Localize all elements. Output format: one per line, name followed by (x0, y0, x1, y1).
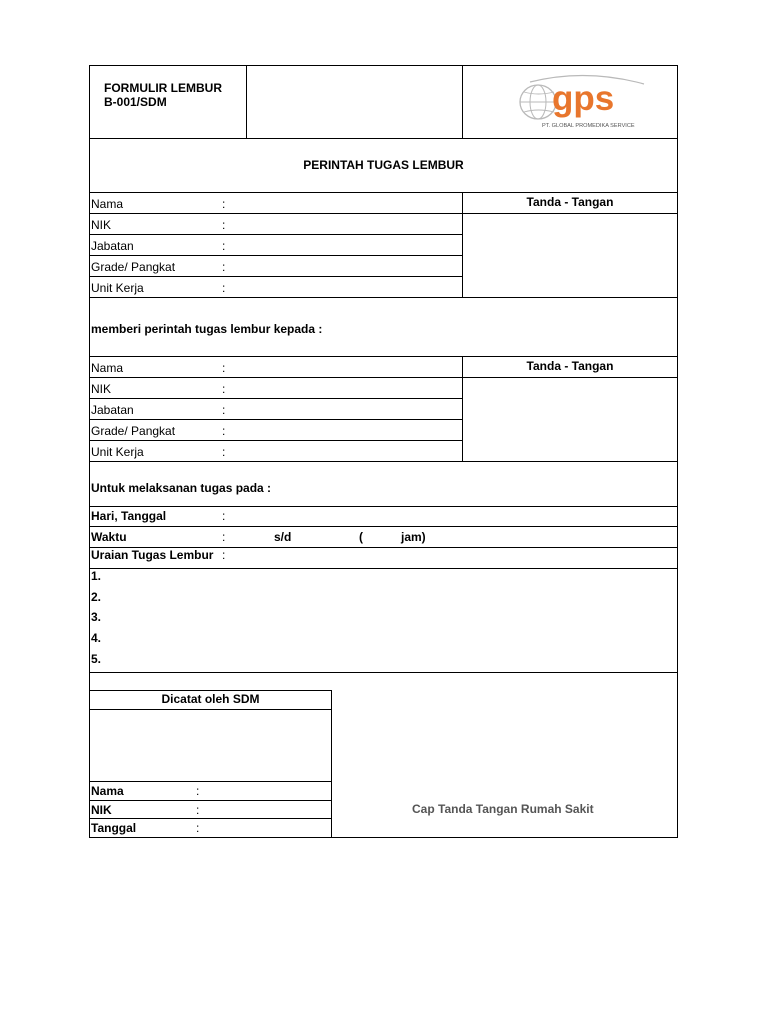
section2-row-line (89, 440, 463, 441)
task-item: 2. (91, 590, 102, 604)
section1-row-line (89, 255, 463, 256)
stamp-label: Cap Tanda Tangan Rumah Sakit (412, 802, 594, 816)
border-right (677, 65, 678, 838)
section2-top-line (89, 356, 678, 357)
label-uraian-tugas: Uraian Tugas Lembur (91, 548, 214, 562)
sdm-top-line (89, 690, 332, 691)
label-jabatan: Jabatan (91, 403, 134, 417)
border-top (89, 65, 678, 66)
label-nik: NIK (91, 218, 112, 232)
colon: : (222, 424, 226, 438)
label-unit-kerja: Unit Kerja (91, 445, 144, 459)
task-item: 4. (91, 631, 102, 645)
company-logo (516, 72, 650, 132)
header-divider-1 (246, 65, 247, 138)
colon: : (222, 509, 226, 523)
section1-bottom-line (89, 297, 678, 298)
section2-bottom-line (89, 461, 678, 462)
colon: : (196, 821, 200, 835)
sdm-label-nama: Nama (91, 784, 124, 798)
border-left (89, 65, 90, 838)
label-waktu: Waktu (91, 530, 127, 544)
hours-label: jam) (401, 530, 426, 544)
colon: : (222, 260, 226, 274)
section1-row-line (89, 213, 678, 214)
signature-label: Tanda - Tangan (526, 359, 614, 373)
signature-label: Tanda - Tangan (526, 195, 614, 209)
colon: : (196, 784, 200, 798)
schedule-row-line (89, 526, 678, 527)
form-title: FORMULIR LEMBUR (104, 81, 222, 95)
sdm-row-line (89, 800, 332, 801)
section1-row-line (89, 276, 463, 277)
header-divider-2 (462, 65, 463, 138)
colon: : (222, 218, 226, 232)
label-nama: Nama (91, 197, 124, 211)
section1-row-line (89, 234, 463, 235)
label-nama: Nama (91, 361, 124, 375)
task-item: 3. (91, 610, 102, 624)
colon: : (222, 197, 226, 211)
schedule-top-line (89, 506, 678, 507)
label-grade: Grade/ Pangkat (91, 260, 176, 274)
label-unit-kerja: Unit Kerja (91, 281, 144, 295)
header-bottom-line (89, 138, 678, 139)
tasks-bottom-line (89, 672, 678, 673)
section2-row-line (89, 419, 463, 420)
colon: : (222, 281, 226, 295)
section2-row-line (89, 377, 678, 378)
logo-company-text: PT. GLOBAL PROMEDIKA SERVICE (542, 123, 635, 129)
task-heading: Untuk melaksanan tugas pada : (91, 481, 272, 495)
label-grade: Grade/ Pangkat (91, 424, 176, 438)
colon: : (222, 239, 226, 253)
colon: : (222, 530, 226, 544)
border-bottom (89, 837, 678, 838)
title-bottom-line (89, 192, 678, 193)
colon: : (222, 361, 226, 375)
logo-brand-text: gps (552, 79, 615, 118)
instruction-text: memberi perintah tugas lembur kepada : (91, 322, 323, 336)
form-code: B-001/SDM (104, 95, 167, 109)
section2-row-line (89, 398, 463, 399)
time-until: s/d (274, 530, 292, 544)
sdm-heading-line (89, 709, 332, 710)
task-item: 5. (91, 652, 102, 666)
schedule-row-line (89, 568, 678, 569)
sdm-label-nik: NIK (91, 803, 112, 817)
form-heading: PERINTAH TUGAS LEMBUR (303, 158, 464, 172)
sdm-heading: Dicatat oleh SDM (161, 692, 260, 706)
label-nik: NIK (91, 382, 112, 396)
sdm-label-tanggal: Tanggal (91, 821, 137, 835)
colon: : (222, 445, 226, 459)
hours-open-paren: ( (359, 530, 363, 544)
label-jabatan: Jabatan (91, 239, 134, 253)
label-hari-tanggal: Hari, Tanggal (91, 509, 167, 523)
colon: : (196, 803, 200, 817)
colon: : (222, 403, 226, 417)
sdm-row-line (89, 818, 332, 819)
colon: : (222, 382, 226, 396)
colon: : (222, 548, 226, 562)
task-item: 1. (91, 569, 102, 583)
sdm-right-line (331, 690, 332, 837)
sdm-row-line (89, 781, 332, 782)
